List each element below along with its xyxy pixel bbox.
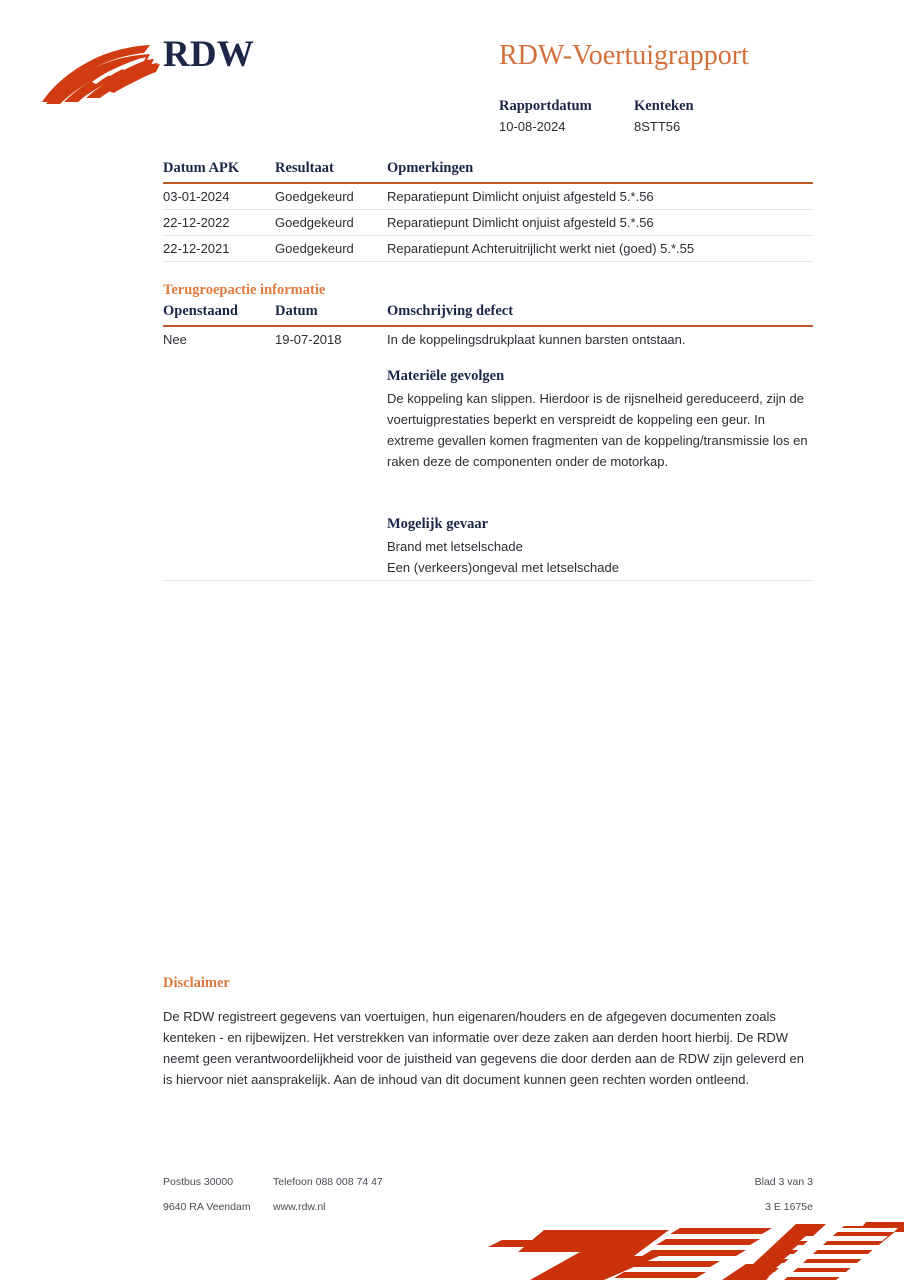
apk-cell-result: Goedgekeurd [275,215,354,230]
report-meta-values [499,116,769,137]
footer-address-line2: 9640 RA Veendam [163,1201,251,1213]
recall-section-divider [163,580,813,581]
table-row [163,184,813,210]
recall-section-title: Terugroepactie informatie [163,282,326,298]
recall-table-header [163,303,813,327]
footer-row [163,1170,813,1195]
possible-danger-heading: Mogelijk gevaar [387,516,489,532]
possible-danger-item: Brand met letselschade [387,539,523,554]
footer-page-label: Blad 3 van 3 [754,1176,813,1188]
apk-cell-remark: Reparatiepunt Dimlicht onjuist afgesteld 5.*.56 [387,215,654,230]
recall-col-description: Omschrijving defect [387,303,514,319]
apk-cell-date: 03-01-2024 [163,189,230,204]
table-row [163,327,813,352]
material-consequences-text: De koppeling kan slippen. Hierdoor is de rijsnelheid gereduceerd, zijn de voertuigprestaties beperkt en verspreidt de koppeling een geur. In extreme gevallen komen fragmenten van de koppeling/transmissie los en raken deze de componenten onder de motorkap. [387,391,808,469]
page-footer [163,1170,813,1220]
rdw-feather-logo-icon [40,40,162,108]
apk-cell-remark: Reparatiepunt Dimlicht onjuist afgesteld 5.*.56 [387,189,654,204]
possible-danger-item: Een (verkeers)ongeval met letselschade [387,560,619,575]
apk-cell-result: Goedgekeurd [275,189,354,204]
apk-col-result: Resultaat [275,160,334,176]
apk-col-date: Datum APK [163,160,240,176]
report-date-value: 10-08-2024 [499,119,566,134]
disclaimer-heading: Disclaimer [163,975,230,991]
rdw-speed-stripes-graphic [484,1222,904,1280]
recall-cell-date: 19-07-2018 [275,332,342,347]
apk-table-header [163,160,813,184]
rdw-wordmark: RDW [163,34,255,75]
possible-danger-block [387,514,813,578]
apk-cell-date: 22-12-2022 [163,215,230,230]
table-row [163,236,813,262]
disclaimer-section [163,974,813,1090]
plate-value: 8STT56 [634,119,681,134]
footer-contact-line1: Telefoon 088 008 74 47 [273,1176,383,1188]
apk-col-remarks: Opmerkingen [387,160,474,176]
material-consequences-block [387,366,813,472]
footer-doc-code: 3 E 1675e [765,1201,813,1213]
recall-table [163,281,813,352]
apk-table [163,160,813,262]
report-date-label: Rapportdatum [499,98,592,114]
recall-cell-open: Nee [163,332,187,347]
footer-address-line1: Postbus 30000 [163,1176,234,1188]
plate-label: Kenteken [634,98,694,114]
recall-col-date: Datum [275,303,318,319]
material-consequences-heading: Materiële gevolgen [387,368,505,384]
recall-col-open: Openstaand [163,303,238,319]
disclaimer-text: De RDW registreert gegevens van voertuigen, hun eigenaren/houders en de afgegeven documenten zoals kenteken - en rijbewijzen. Het verstrekken van informatie over deze zaken aan derden hoort hierbij. De RDW neemt geen verantwoordelijkheid voor de juistheid van gegevens die door derden aan de RDW zijn geleverd en is hiervoor niet aansprakelijk. Aan de inhoud van dit document kunnen geen rechten worden ontleend. [163,1009,805,1087]
report-meta [499,96,769,137]
table-row [163,210,813,236]
apk-cell-result: Goedgekeurd [275,241,354,256]
report-meta-labels [499,96,769,116]
apk-cell-remark: Reparatiepunt Achteruitrijlicht werkt niet (goed) 5.*.55 [387,241,695,256]
apk-cell-date: 22-12-2021 [163,241,230,256]
footer-website[interactable]: www.rdw.nl [273,1201,326,1213]
footer-row [163,1195,813,1220]
recall-cell-description: In de koppelingsdrukplaat kunnen barsten ontstaan. [387,332,686,347]
page-title: RDW-Voertuigrapport [499,40,749,71]
